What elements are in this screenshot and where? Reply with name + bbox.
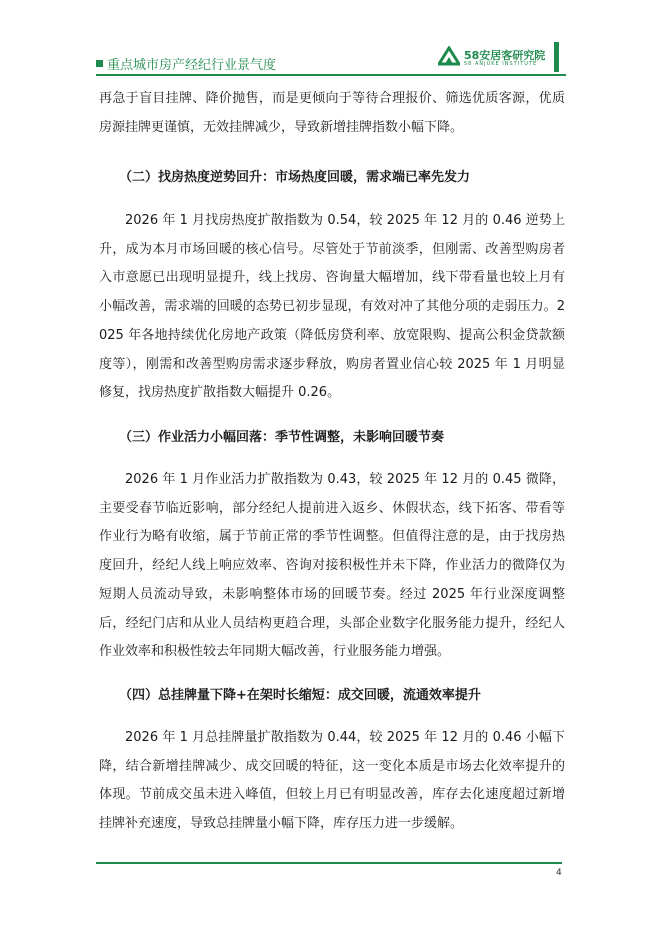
paragraph-intro-continued: 再急于盲目挂牌、降价抛售，而是更倾向于等待合理报价、筛选优质客源，优质房源挂牌更谨慎，无效挂牌减少，导致新增挂牌指数小幅下降。 [99,91,565,135]
logo-subtitle: 58 ANJUKE INSTITUTE [464,61,538,67]
footer-divider [96,862,562,864]
header-accent-bar [554,42,559,72]
page-number: 4 [556,868,562,878]
section-heading-2: （二）找房热度逆势回升：市场热度回暖，需求端已率先发力 [119,170,471,185]
square-bullet-icon [96,60,103,67]
paragraph-search-heat: 2026 年 1 月找房热度扩散指数为 0.54，较 2025 年 12 月的 0.46 逆势上升，成为本月市场回暖的核心信号。尽管处于节前淡季，但刚需、改善型购房者入市意愿已出现明显提升，线上找房、咨询量大幅增加，线下带看量也较上月有小幅改善，需求端的回暖的态势已初步显现，有效对冲了其他分项的走弱压力。2025 年各地持续优化房地产政策（降低房贷利率、放宽限购、提高公积金贷款额度等），刚需和改善型购房需求逐步释放，购房者置业信心较 2025 年 1 月明显修复，找房热度扩散指数大幅提升 0.26。 [99,213,565,401]
header-title [96,54,276,73]
section-heading-4: （四）总挂牌量下降+在架时长缩短：成交回暖，流通效率提升 [119,688,481,703]
header-title-text: 重点城市房产经纪行业景气度 [107,58,277,73]
paragraph-total-listings: 2026 年 1 月总挂牌量扩散指数为 0.44，较 2025 年 12 月的 0.46 小幅下降，结合新增挂牌减少、成交回暖的特征，这一变化本质是市场去化效率提升的体现。节前成交虽未进入峰值，但较上月已有明显改善，库存去化速度超过新增挂牌补充速度，导致总挂牌量小幅下降，库存压力进一步缓解。 [99,730,565,832]
page-header [96,44,566,76]
house-roof-logo-icon [438,46,460,66]
institute-logo [438,44,566,72]
section-heading-3: （三）作业活力小幅回落：季节性调整，未影响回暖节奏 [119,430,445,445]
logo-name: 58安居客研究院 [464,49,546,62]
paragraph-work-vitality: 2026 年 1 月作业活力扩散指数为 0.43，较 2025 年 12 月的 0.45 微降，主要受春节临近影响，部分经纪人提前进入返乡、休假状态，线下拓客、带看等作业行为略有收缩，属于节前正常的季节性调整。但值得注意的是，由于找房热度回升，经纪人线上响应效率、咨询对接积极性并未下降，作业活力的微降仅为短期人员流动导致，未影响整体市场的回暖节奏。经过 2025 年行业深度调整后，经纪门店和从业人员结构更趋合理，头部企业数字化服务能力提升，经纪人作业效率和积极性较去年同期大幅改善，行业服务能力增强。 [99,472,565,660]
